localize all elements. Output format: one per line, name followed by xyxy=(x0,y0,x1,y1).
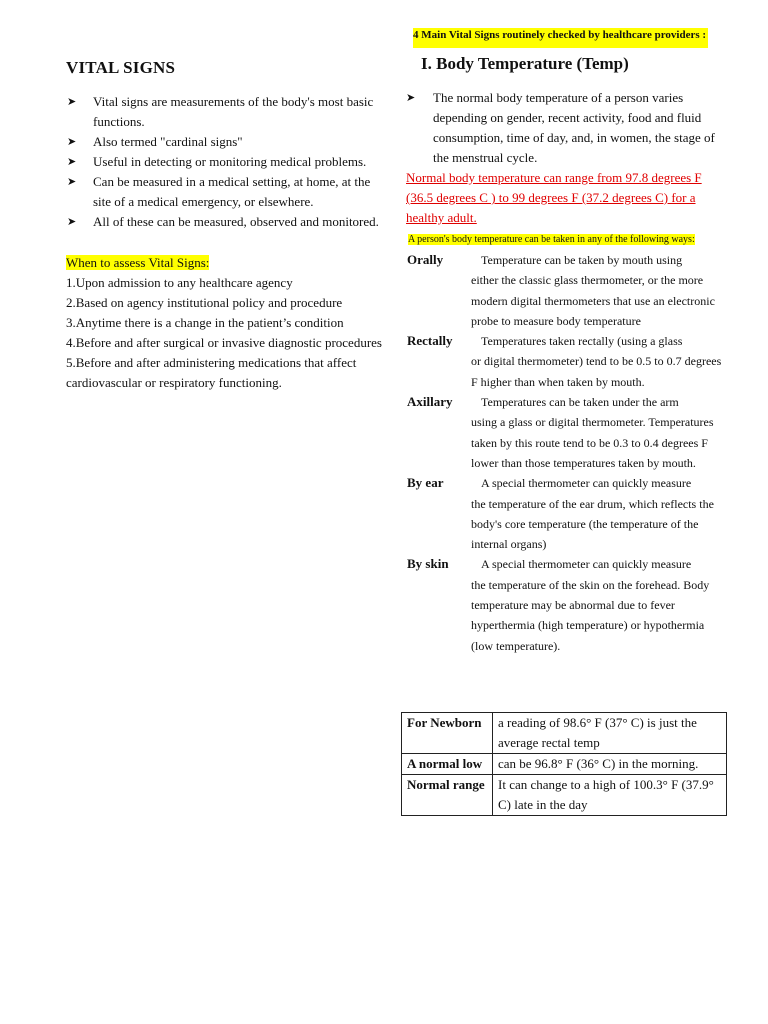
arrow-bullet-icon: ➤ xyxy=(67,176,77,188)
arrow-bullet-icon: ➤ xyxy=(406,92,416,104)
left-column xyxy=(66,56,384,393)
assess-list xyxy=(66,273,384,393)
table-value: a reading of 98.6° F (37° C) is just the average rectal temp xyxy=(493,713,727,754)
method-name: By skin xyxy=(407,556,449,572)
bullet-item: ➤ Useful in detecting or monitoring medical problems. xyxy=(66,152,384,172)
bullet-item: ➤ Also termed "cardinal signs" xyxy=(66,132,384,152)
temperature-reference-table xyxy=(401,712,727,816)
method-name: Axillary xyxy=(407,394,453,410)
arrow-bullet-icon: ➤ xyxy=(67,136,77,148)
assess-heading: When to assess Vital Signs: xyxy=(66,255,210,270)
bullet-item: ➤ Vital signs are measurements of the body's most basic functions. xyxy=(67,94,374,129)
method-by-skin: By skin A special thermometer can quickly measure the temperature of the skin on the forehead. Body temperature may be abnormal due to fever hyperthermia (high temperature) or hypothermia (low temperature). xyxy=(407,556,710,653)
normal-range-note: Normal body temperature can range from 97.8 degrees F (36.5 degrees C ) to 99 degrees F (37.2 degrees C) for a healthy adult. xyxy=(406,170,702,225)
list-item: 2.Based on agency institutional policy and procedure xyxy=(66,295,343,310)
table-key: For Newborn xyxy=(402,713,493,754)
list-item: 3.Anytime there is a change in the patient’s condition xyxy=(66,315,344,330)
table-key: A normal low xyxy=(402,754,493,775)
arrow-bullet-icon: ➤ xyxy=(67,216,77,228)
table-row xyxy=(402,754,727,775)
table-row xyxy=(402,775,727,816)
vital-signs-bullets xyxy=(66,92,384,232)
temperature-title: I. Body Temperature (Temp) xyxy=(421,54,629,73)
method-rectally: Rectally Temperatures taken rectally (using a glass or digital thermometer) tend to be 0.5 to 0.7 degrees F higher than when taken by mouth. xyxy=(407,333,722,389)
method-orally: Orally Temperature can be taken by mouth using either the classic glass thermometer, or the more modern digital thermometers that use an electronic probe to measure body temperature xyxy=(407,252,715,328)
temperature-intro: ➤ The normal body temperature of a person varies depending on gender, recent activity, food and fluid consumption, time of day, and, in women, the stage of the menstrual cycle. xyxy=(406,90,715,165)
ways-note: A person's body temperature can be taken in any of the following ways: xyxy=(408,234,695,245)
table-value: It can change to a high of 100.3° F (37.9° C) late in the day xyxy=(493,775,727,816)
method-name: Orally xyxy=(407,252,444,267)
method-name: By ear xyxy=(407,475,444,491)
bullet-item: ➤ Can be measured in a medical setting, at home, at the site of a medical emergency, or elsewhere. xyxy=(67,174,371,209)
method-by-ear: By ear A special thermometer can quickly measure the temperature of the ear drum, which reflects the body's core temperature (the temperature of the internal organs) xyxy=(407,475,714,552)
table-key: Normal range xyxy=(402,775,493,816)
bullet-item: ➤ All of these can be measured, observed and monitored. xyxy=(66,212,384,232)
arrow-bullet-icon: ➤ xyxy=(67,156,77,168)
table-row xyxy=(402,713,727,754)
top-highlight-note: 4 Main Vital Signs routinely checked by healthcare providers : xyxy=(413,28,708,48)
table-value: can be 96.8° F (36° C) in the morning. xyxy=(493,754,727,775)
right-column xyxy=(403,28,728,656)
method-axillary: Axillary Temperatures can be taken under the arm using a glass or digital thermometer. Temperatures taken by this route tend to be 0.3 to 0.4 degrees F lower than those temperatures taken by mouth. xyxy=(407,394,714,470)
list-item: 5.Before and after administering medications that affect cardiovascular or respiratory functioning. xyxy=(66,355,357,390)
vital-signs-title: VITAL SIGNS xyxy=(66,58,176,77)
arrow-bullet-icon: ➤ xyxy=(67,96,77,108)
list-item: 1.Upon admission to any healthcare agency xyxy=(66,275,293,290)
method-name: Rectally xyxy=(407,333,453,349)
list-item: 4.Before and after surgical or invasive diagnostic procedures xyxy=(66,335,382,350)
